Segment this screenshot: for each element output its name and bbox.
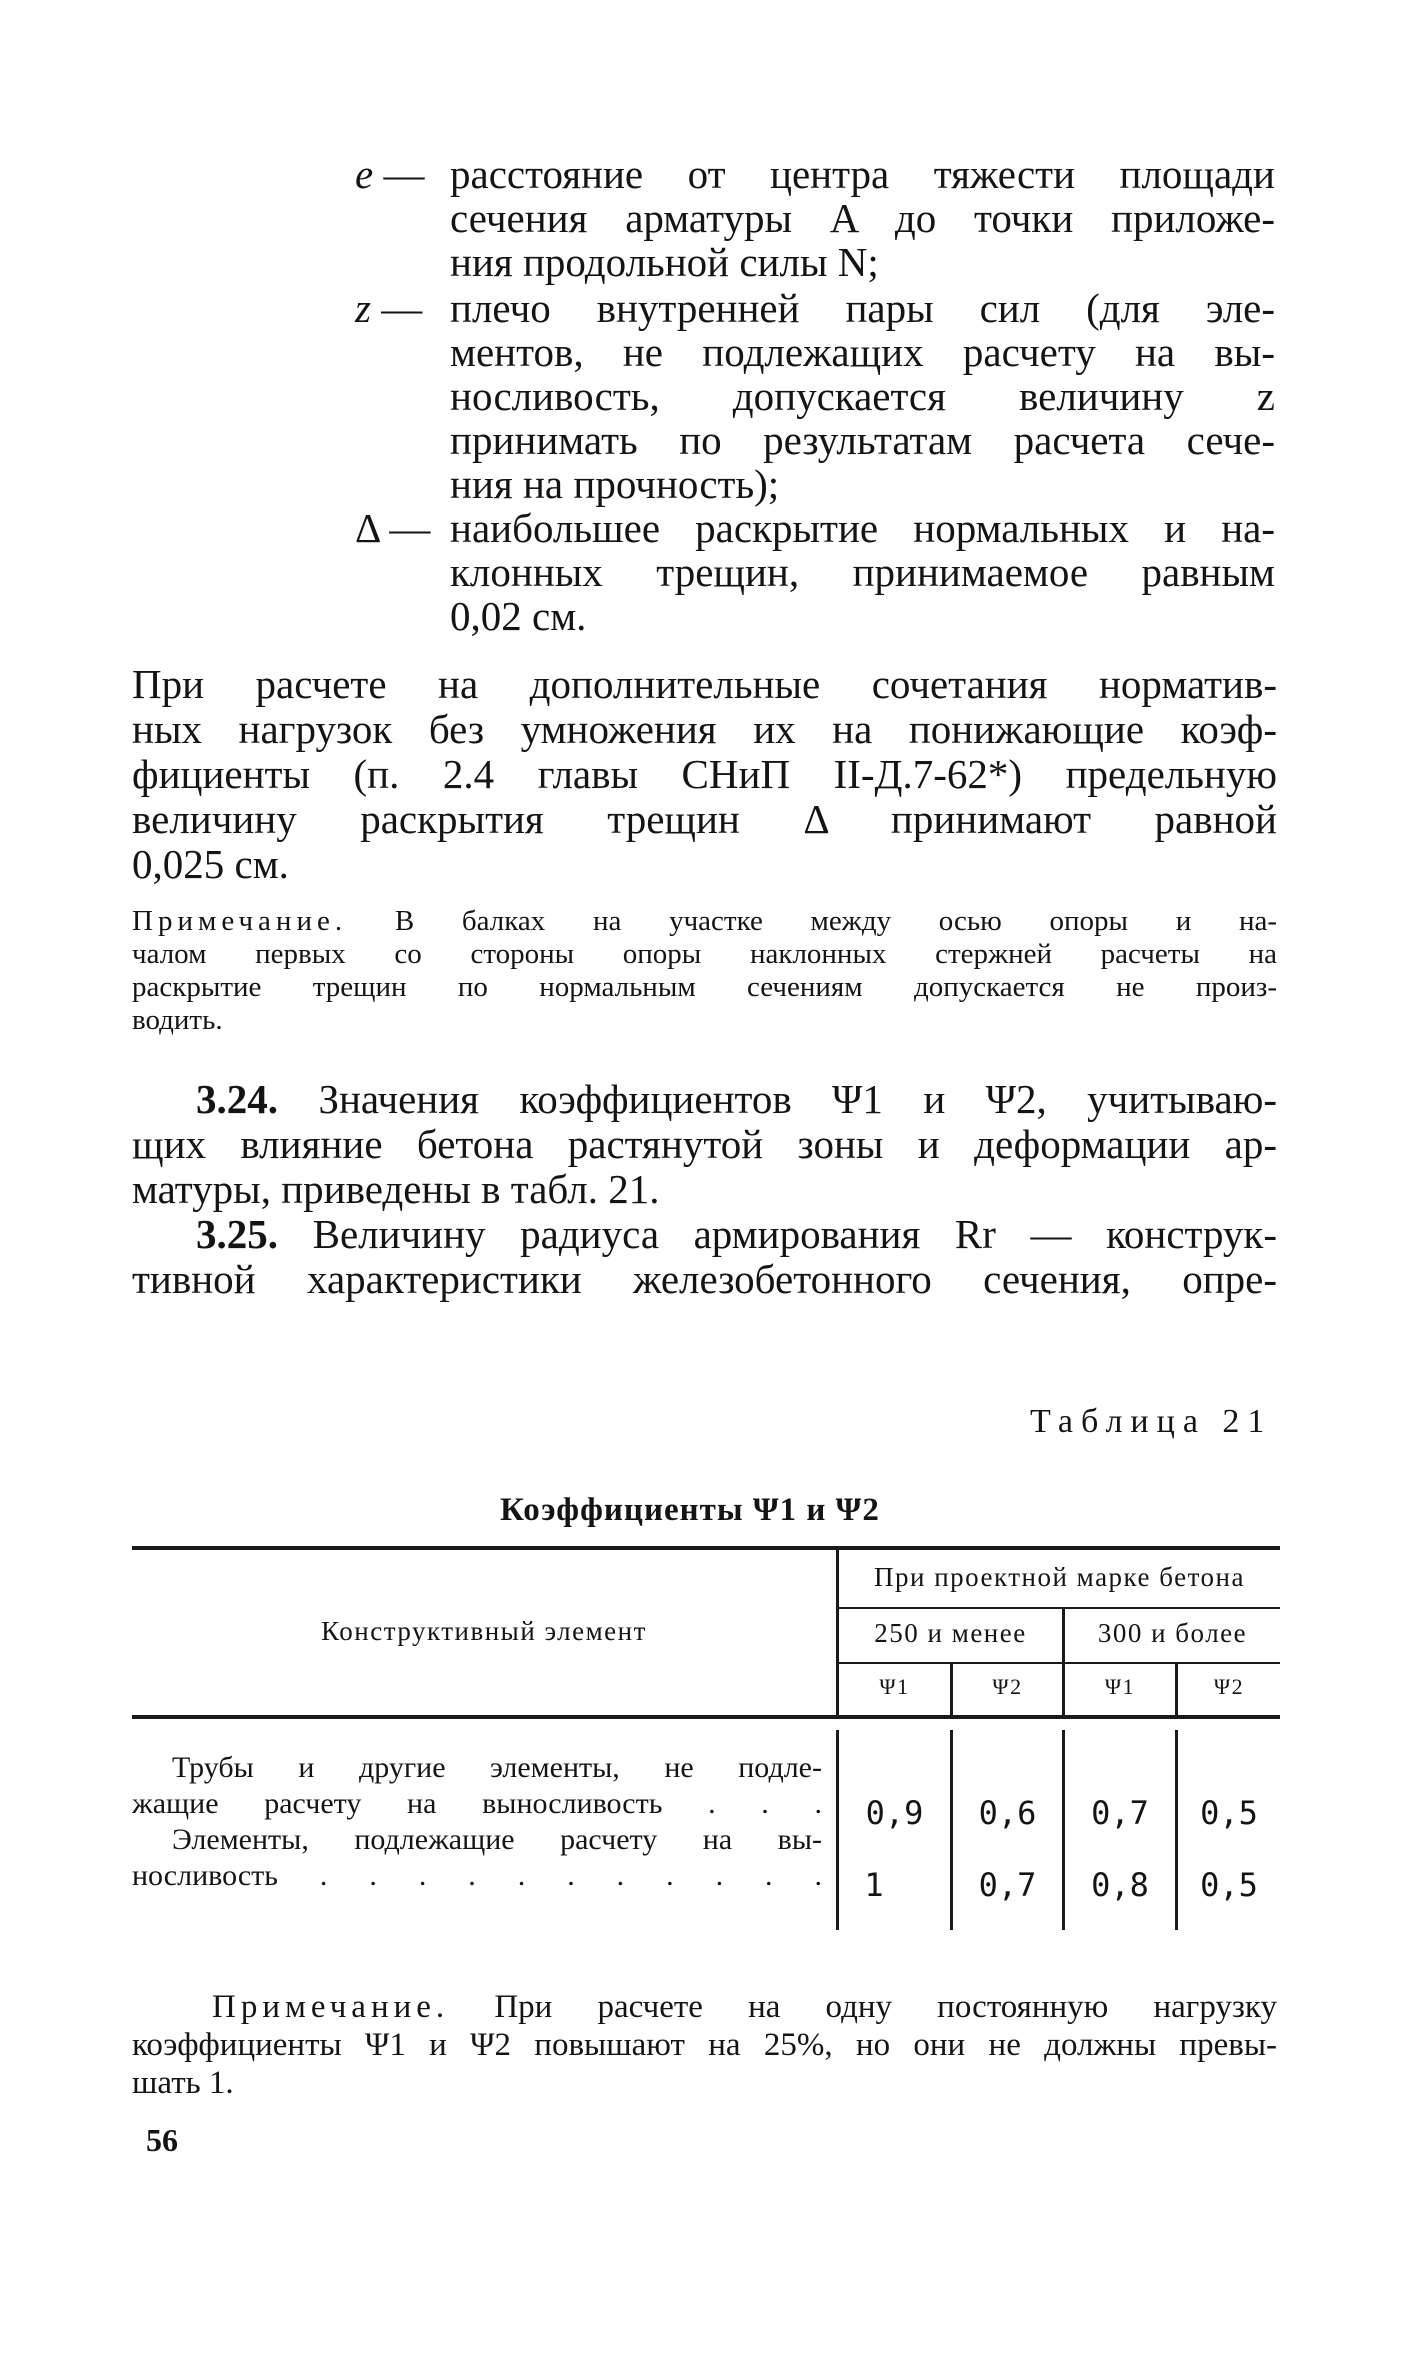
text-line: клонных трещин, принимаемое равным: [450, 549, 1275, 595]
table-cell: 0,8: [1091, 1866, 1149, 1904]
definition-text: [450, 152, 1275, 284]
note-text: При расчете на одну постоянную нагрузку: [494, 1989, 1277, 2025]
table-cell: 0,5: [1200, 1794, 1258, 1832]
text-line: носливость, допускается величину z: [450, 373, 1275, 419]
text-line: [132, 1212, 1277, 1257]
table-row-label: [132, 1750, 822, 1822]
note-beams: [132, 905, 1277, 1037]
section-text: Величину радиуса армирования Rr — конструк-: [312, 1211, 1278, 1257]
page-number: 56: [146, 2122, 178, 2158]
text-line: щих влияние бетона растянутой зоны и деформации ар-: [132, 1121, 1277, 1167]
text-line: шать 1.: [132, 2065, 234, 2101]
table-cell: 0,7: [1091, 1794, 1149, 1832]
header-300-more: 300 и более: [1097, 1618, 1248, 1648]
note-text: В балках на участке между осью опоры и на-: [394, 905, 1278, 937]
text-line: 0,02 см.: [450, 593, 587, 639]
text-line: раскрытие трещин по нормальным сечениям допускается не произ-: [132, 971, 1277, 1003]
header-250-less: 250 и менее: [874, 1618, 1027, 1648]
text-line: [132, 905, 1277, 938]
header-concrete-grade: При проектной марке бетона: [874, 1562, 1245, 1592]
table-header-rule: [132, 1715, 1280, 1719]
text-line: принимать по результатам расчета сече-: [450, 417, 1275, 463]
definition-symbol: Δ —: [355, 505, 431, 551]
definition-symbol: z —: [355, 285, 423, 331]
table-rule: [838, 1662, 1280, 1664]
text-line: [132, 1988, 1277, 2026]
text-line: чалом первых со стороны опоры наклонных стержней расчеты на: [132, 938, 1277, 970]
text-line: расстояние от центра тяжести площади: [450, 151, 1275, 197]
section-text: Значения коэффициентов Ψ1 и Ψ2, учитываю-: [318, 1076, 1277, 1122]
section-number: 3.25.: [196, 1211, 278, 1257]
table-top-rule: [132, 1546, 1280, 1550]
definition-text: [450, 286, 1275, 506]
text-line: носливость . . . . . . . . . . .: [132, 1859, 822, 1892]
header-psi1: Ψ1: [879, 1674, 910, 1699]
text-line: величину раскрытия трещин Δ принимают равной: [132, 796, 1277, 842]
note-permanent-load: [132, 1988, 1277, 2102]
text-line: коэффициенты Ψ1 и Ψ2 повышают на 25%, но они не должны превы-: [132, 2027, 1277, 2063]
section-3-25: [132, 1212, 1277, 1302]
definition-delta: [355, 506, 1275, 638]
text-line: матуры, приведены в табл. 21.: [132, 1166, 660, 1212]
text-line: 0,025 см.: [132, 841, 289, 887]
text-line: ментов, не подлежащих расчету на вы-: [450, 329, 1275, 375]
table-cell: 0,9: [865, 1794, 924, 1832]
paragraph-additional-loads: [132, 662, 1277, 887]
table-cell: 0,5: [1200, 1866, 1258, 1904]
section-number: 3.24.: [196, 1076, 278, 1122]
text-line: водить.: [132, 1004, 223, 1036]
text-line: фициенты (п. 2.4 главы СНиП II-Д.7-62*) предельную: [132, 751, 1277, 797]
header-element: Конструктивный элемент: [321, 1616, 647, 1646]
table-rule: [838, 1607, 1280, 1609]
table-cell: 0,6: [978, 1794, 1037, 1832]
definition-e: [355, 152, 1275, 284]
text-line: сечения арматуры A до точки приложе-: [450, 195, 1275, 241]
table-cell: 0,7: [978, 1866, 1037, 1904]
text-line: Элементы, подлежащие расчету на вы-: [172, 1823, 822, 1856]
text-line: жащие расчету на выносливость . . .: [132, 1787, 822, 1820]
table-cell: 1: [864, 1866, 884, 1904]
definition-symbol: e —: [355, 151, 425, 197]
text-line: тивной характеристики железобетонного сечения, опре-: [132, 1256, 1277, 1302]
text-line: ных нагрузок без умножения их на понижающие коэф-: [132, 706, 1277, 752]
text-line: Трубы и другие элементы, не подле-: [172, 1751, 822, 1784]
text-line: наибольшее раскрытие нормальных и на-: [450, 505, 1275, 551]
note-label: Примечание.: [132, 905, 348, 937]
table-title: Коэффициенты Ψ1 и Ψ2: [500, 1492, 880, 1528]
text-line: плечо внутренней пары сил (для эле-: [450, 285, 1275, 331]
header-psi2: Ψ2: [1213, 1674, 1245, 1699]
text-line: ния на прочность);: [450, 461, 780, 507]
note-label: Примечание.: [212, 1989, 450, 2025]
header-psi2: Ψ2: [992, 1674, 1023, 1699]
section-3-24: [132, 1077, 1277, 1212]
definition-text: [450, 506, 1275, 638]
text-line: [132, 1077, 1277, 1122]
definition-z: [355, 286, 1275, 506]
table-row-label: [132, 1822, 822, 1894]
coefficients-table: [132, 1538, 1280, 1958]
table-label: Таблица 21: [1030, 1403, 1273, 1440]
header-psi1: Ψ1: [1104, 1674, 1136, 1699]
text-line: ния продольной силы N;: [450, 239, 879, 285]
text-line: При расчете на дополнительные сочетания норматив-: [132, 661, 1277, 707]
